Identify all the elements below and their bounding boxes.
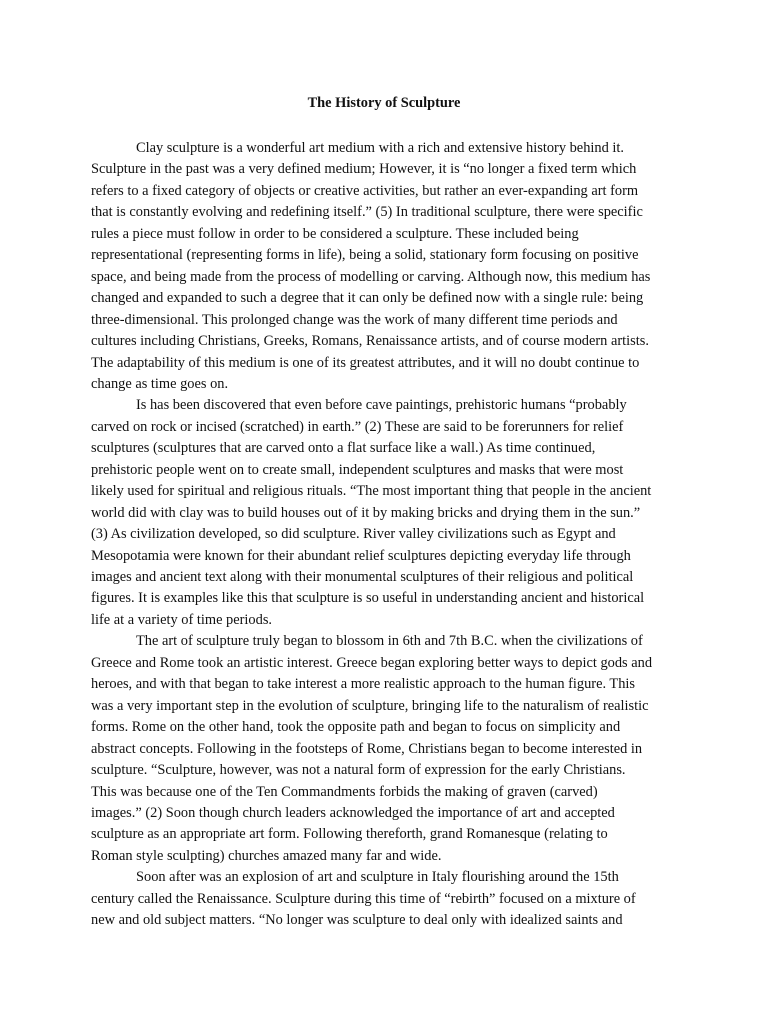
text-line: Greece and Rome took an artistic interest. Greece began exploring better ways to depict gods and (91, 654, 653, 671)
text-line: was a very important step in the evolution of sculpture, bringing life to the naturalism of realistic (91, 697, 649, 714)
text-line: The adaptability of this medium is one of its greatest attributes, and it will no doubt continue to (91, 354, 640, 371)
text-line: new and old subject matters. “No longer was sculpture to deal only with idealized saints and (91, 912, 623, 929)
text-line: The art of sculpture truly began to blossom in 6th and 7th B.C. when the civilizations of (136, 633, 643, 650)
text-line: cultures including Christians, Greeks, Romans, Renaissance artists, and of course modern artists. (91, 333, 649, 350)
text-line: Is has been discovered that even before cave paintings, prehistoric humans “probably (136, 397, 627, 414)
text-line: representational (representing forms in life), being a solid, stationary form focusing on positive (91, 247, 639, 264)
text-line: abstract concepts. Following in the footsteps of Rome, Christians began to become interested in (91, 740, 643, 757)
text-line: rules a piece must follow in order to be considered a sculpture. These included being (91, 225, 579, 242)
text-line: space, and being made from the process of modelling or carving. Although now, this medium has (91, 268, 651, 285)
text-line: heroes, and with that began to take interest a more realistic approach to the human figure. This (91, 676, 635, 693)
text-line: images and ancient text along with their monumental sculptures of their religious and political (91, 569, 634, 585)
text-line: century called the Renaissance. Sculpture during this time of “rebirth” focused on a mixture of (91, 890, 636, 907)
text-line: life at a variety of time periods. (91, 611, 273, 628)
text-line: (3) As civilization developed, so did sculpture. River valley civilizations such as Egypt and (91, 526, 616, 543)
text-line: Clay sculpture is a wonderful art medium with a rich and extensive history behind it. (136, 140, 624, 156)
text-line: images.” (2) Soon though church leaders acknowledged the importance of art and accepted (91, 804, 615, 821)
text-line: prehistoric people went on to create small, independent sculptures and masks that were most (91, 461, 624, 478)
text-line: Mesopotamia were known for their abundant relief sculptures depicting everyday life through (91, 547, 631, 564)
text-line: change as time goes on. (91, 375, 229, 392)
text-line: changed and expanded to such a degree that it can only be defined now with a single rule: being (91, 290, 644, 307)
text-line: This was because one of the Ten Commandments forbids the making of graven (carved) (91, 783, 598, 800)
text-line: Roman style sculpting) churches amazed many far and wide. (91, 847, 442, 864)
text-line: figures. It is examples like this that sculpture is so useful in understanding ancient and historical (91, 590, 645, 607)
text-line: Sculpture in the past was a very defined medium; However, it is “no longer a fixed term which (91, 161, 637, 178)
document-title: The History of Sculpture (307, 95, 461, 111)
text-line: likely used for spiritual and religious rituals. “The most important thing that people in the ancient (91, 483, 652, 500)
text-line: that is constantly evolving and redefining itself.” (5) In traditional sculpture, there were specific (91, 204, 643, 221)
text-line: Soon after was an explosion of art and sculpture in Italy flourishing around the 15th (136, 869, 619, 886)
text-line: sculpture as an appropriate art form. Following thereforth, grand Romanesque (relating to (91, 826, 608, 843)
text-line: sculpture. “Sculpture, however, was not a natural form of expression for the early Christians. (91, 762, 626, 779)
text-line: forms. Rome on the other hand, took the opposite path and began to focus on simplicity and (91, 719, 621, 736)
text-line: carved on rock or incised (scratched) in earth.” (2) These are said to be forerunners for relief (91, 418, 624, 435)
text-line: three-dimensional. This prolonged change was the work of many different time periods and (91, 311, 618, 328)
text-line: world did with clay was to build houses out of it by making bricks and drying them in the sun.” (91, 504, 641, 521)
text-line: refers to a fixed category of objects or creative activities, but rather an ever-expanding art form (91, 182, 639, 199)
text-line: sculptures (sculptures that are carved onto a flat surface like a wall.) As time continued, (91, 440, 596, 457)
